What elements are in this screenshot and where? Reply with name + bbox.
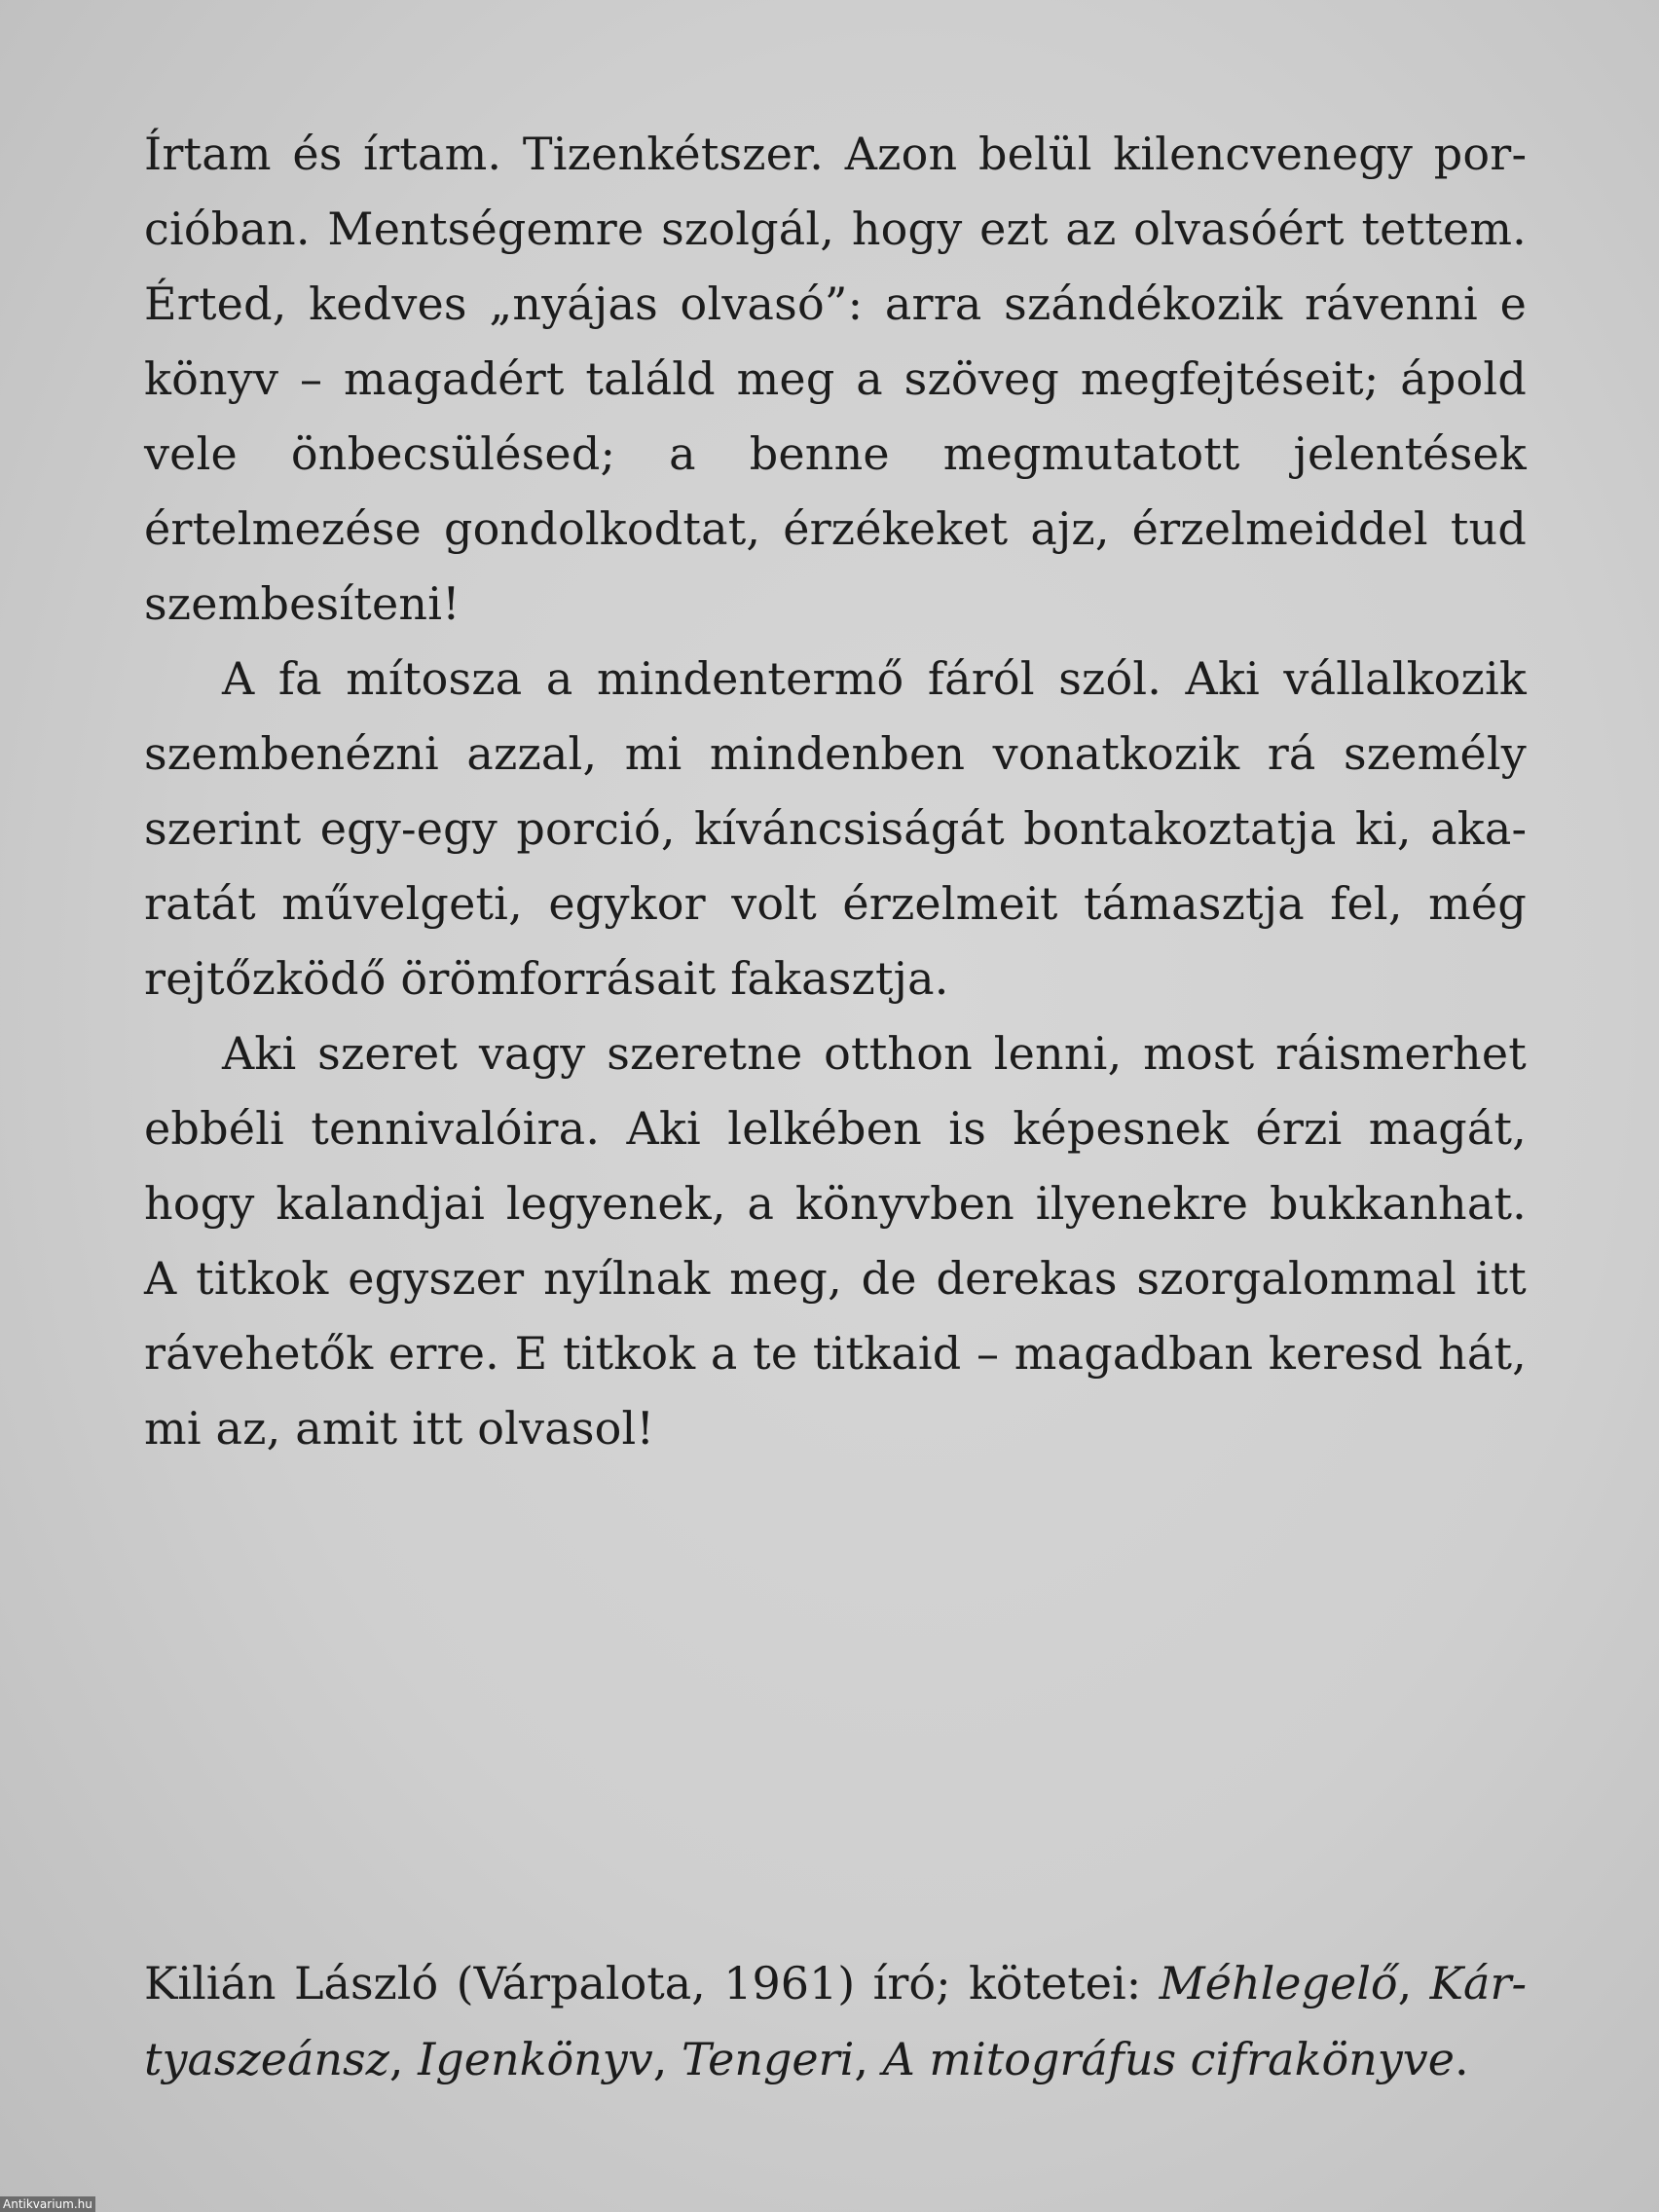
work-title: Méhlegelő [1159, 1957, 1398, 2009]
paragraph-1: Írtam és írtam. Tizenkétszer. Azon belül kilencvenegy porcióban. Mentségemre szolgál, hogy ezt az olvasóért tettem. Érted, kedves „nyájas olvasó”: arra szándékozik rávenni e könyv – magadért találd meg a szöveg megfejtéseit; ápold vele önbecsülésed; a benne megmutatott jelentések értelmezése gondolkodtat, érzékeket ajz, érzelmeiddel tud szembesíteni! [144, 128, 1527, 630]
author-bio [144, 1945, 1527, 2097]
watermark-label: Antikvarium.hu [0, 2196, 95, 2212]
work-title: Kártyaszeánsz [144, 1957, 1527, 2085]
bio-end: . [1455, 2033, 1469, 2085]
work-title: Igenkönyv [418, 2033, 653, 2085]
paragraph-2: A fa mítosza a mindentermő fáról szól. Aki vállalkozik szembenézni azzal, mi mindenben vonatkozik rá személy szerint egy-egy porció, kíváncsiságát bontakoztatja ki, akaratát művelgeti, egykor volt érzelmeit támasztja fel, még rejtőzködő örömforrásait fakasztja. [144, 652, 1527, 1005]
main-text [144, 117, 1527, 1466]
bio-lead: Kilián László (Várpalota, 1961) író; kötetei: [144, 1957, 1160, 2009]
bio-separator: , [1397, 1957, 1430, 2009]
bio-separator: , [854, 2033, 883, 2085]
bio-separator: , [652, 2033, 682, 2085]
work-title: A mitográfus cifrakönyve [882, 2033, 1455, 2085]
bio-separator: , [388, 2033, 419, 2085]
work-title: Tengeri [682, 2033, 855, 2085]
paragraph-3: Aki szeret vagy szeretne otthon lenni, most ráismerhet ebbéli tennivalóira. Aki lelkében is képesnek érzi magát, hogy kalandjai legyenek, a könyvben ilyenekre bukkanhat. A titkok egyszer nyílnak meg, de derekas szorgalommal itt rávehetők erre. E titkok a te titkaid – magadban keresd hát, mi az, amit itt olvasol! [144, 1027, 1527, 1455]
